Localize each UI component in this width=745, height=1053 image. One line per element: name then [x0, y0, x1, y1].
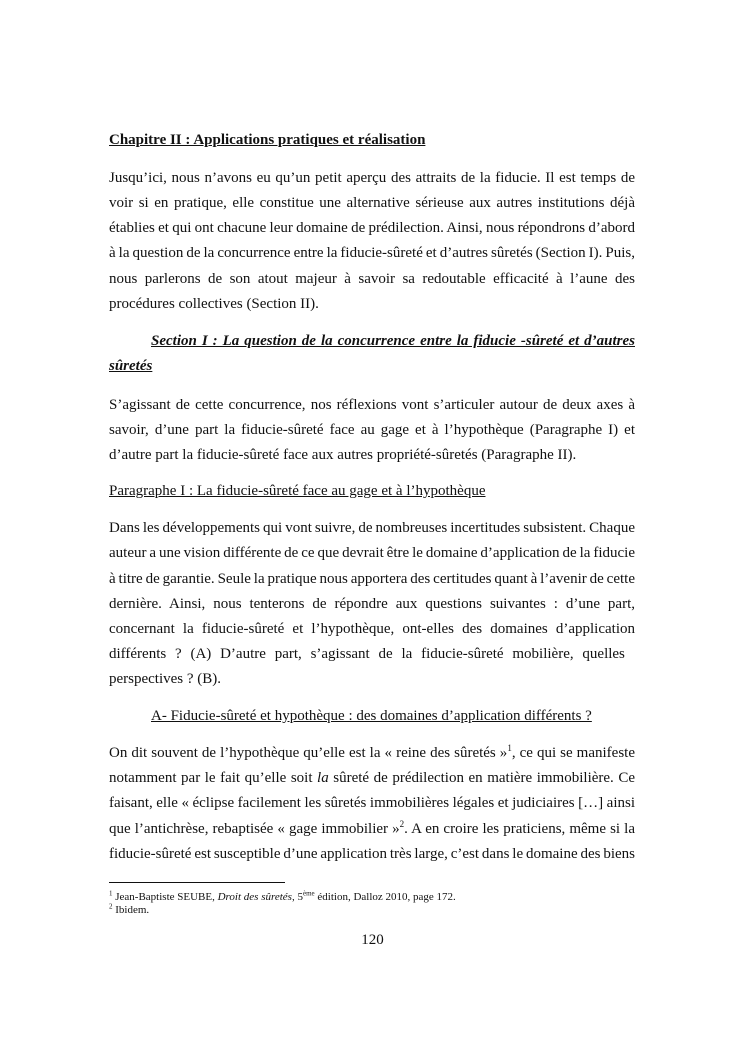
text-run: édition, Dalloz 2010, page 172. — [314, 891, 456, 903]
line-text — [109, 645, 625, 663]
text-run: On dit souvent de l’hypothèque qu’elle est la « reine des sûretés » — [109, 745, 508, 761]
paragraph-line — [109, 270, 635, 288]
footnote — [109, 904, 149, 917]
line-text — [109, 845, 635, 863]
line-text — [109, 357, 152, 375]
line-text — [109, 482, 485, 500]
footnote-reference: ème — [302, 889, 315, 898]
page-number: 120 — [361, 932, 384, 948]
line-text — [109, 295, 319, 313]
paragraph-line — [109, 670, 635, 688]
line-text — [109, 519, 635, 537]
text-run: Droit des sûretés, — [217, 891, 295, 903]
line-text — [109, 820, 635, 838]
text-run: Jusqu’ici, nous n’avons eu qu’un petit aperçu des attraits de la fiducie. Il est temps de — [109, 170, 635, 186]
paragraph-line — [109, 620, 635, 638]
line-text — [109, 544, 635, 562]
paragraph-line — [109, 421, 635, 439]
line-text — [109, 769, 635, 787]
line-text — [109, 670, 221, 688]
paragraph-line — [109, 396, 635, 414]
line-text — [109, 244, 635, 262]
paragraph-line — [109, 244, 635, 262]
text-run: établies et qui ont chacune leur domaine de prédilection. Ainsi, nous répondrons d’abord — [109, 220, 635, 236]
line-text — [109, 270, 635, 288]
line-text — [109, 744, 635, 762]
text-run: perspectives ? (B). — [109, 671, 222, 687]
text-run: Ibidem. — [112, 904, 150, 916]
text-run: S’agissant de cette concurrence, nos réflexions vont s’articuler autour de deux axes à — [109, 397, 635, 413]
text-run: fiducie-sûreté est susceptible d’une application très large, c’est dans le domaine des biens — [109, 846, 635, 862]
subsection-heading-line — [151, 707, 635, 725]
text-run: Paragraphe I : La fiducie-sûreté face au gage et à l’hypothèque — [109, 483, 486, 499]
line-text — [109, 169, 635, 187]
text-run: voir si en pratique, elle constitue une alternative sérieuse aux autres institutions déjà — [109, 195, 635, 211]
paragraph-line — [109, 295, 635, 313]
text-run: sûretés — [109, 358, 153, 374]
text-run: que l’antichrèse, rebaptisée « gage immobilier » — [109, 821, 400, 837]
text-run: A- Fiducie-sûreté et hypothèque : des domaines d’application différents ? — [151, 708, 592, 724]
paragraph-line — [109, 595, 635, 613]
paragraph-line — [109, 645, 635, 663]
line-text — [109, 219, 635, 237]
section-heading-line — [109, 357, 635, 375]
chapter-heading-line — [109, 131, 635, 149]
paragraph-line — [109, 570, 635, 588]
line-text — [109, 794, 635, 812]
text-run: Chapitre II : Applications pratiques et réalisation — [109, 132, 426, 148]
text-run: Dans les développements qui vont suivre, de nombreuses incertitudes subsistent. Chaque — [109, 520, 635, 536]
text-run: la — [317, 770, 329, 786]
text-run: d’autre part la fiducie-sûreté face aux autres propriété-sûretés (Paragraphe II). — [109, 447, 577, 463]
line-text — [151, 332, 635, 350]
line-text — [109, 421, 635, 439]
paragraph-line — [109, 519, 635, 537]
line-text — [109, 131, 425, 149]
paragraph-line — [109, 744, 635, 762]
line-text — [109, 620, 635, 638]
section-heading-line — [151, 332, 635, 350]
text-run: auteur a une vision différente de ce que devrait être le domaine d’application de la fiducie — [109, 545, 635, 561]
text-run: concernant la fiducie-sûreté et l’hypothèque, ont-elles des domaines d’application — [109, 621, 635, 637]
line-text — [109, 570, 635, 588]
text-run: nous parlerons de son atout majeur à savoir sa redoutable efficacité à l’aune des — [109, 271, 635, 287]
footnote-reference: 2 — [109, 902, 113, 911]
text-run: procédures collectives (Section II). — [109, 296, 319, 312]
line-text — [109, 595, 635, 613]
paragraph-line — [109, 219, 635, 237]
paragraph-line — [109, 446, 635, 464]
text-run: savoir, d’une part la fiducie-sûreté face au gage et à l’hypothèque (Paragraphe I) et — [109, 422, 635, 438]
line-text — [109, 194, 635, 212]
footnote — [109, 891, 456, 904]
paragraph-line — [109, 820, 635, 838]
paragraph-line — [109, 544, 635, 562]
text-run: faisant, elle « éclipse facilement les sûretés immobilières légales et judiciaires […] ainsi — [109, 795, 635, 811]
paragraph-heading-line — [109, 482, 635, 500]
footnote-reference: 1 — [109, 889, 113, 898]
text-run: dernière. Ainsi, nous tenterons de répondre aux questions suivantes : d’une part, — [109, 596, 635, 612]
line-text — [109, 396, 635, 414]
footnote-separator — [109, 882, 285, 883]
text-run: sûreté de prédilection en matière immobilière. Ce — [328, 770, 635, 786]
footnote-reference: 2 — [399, 819, 405, 829]
paragraph-line — [109, 169, 635, 187]
text-run: , ce qui se manifeste — [511, 745, 635, 761]
text-run: à la question de la concurrence entre la fiducie-sûreté et d’autres sûretés (Section I). Puis, — [109, 245, 635, 261]
text-run: Jean-Baptiste SEUBE, — [112, 891, 218, 903]
line-text — [109, 446, 576, 464]
paragraph-line — [109, 794, 635, 812]
text-run: 5 — [294, 891, 303, 903]
line-text — [151, 707, 592, 725]
paragraph-line — [109, 194, 635, 212]
paragraph-line — [109, 769, 635, 787]
paragraph-line — [109, 845, 635, 863]
footnote-reference: 1 — [507, 743, 512, 753]
text-run: . A en croire les praticiens, même si la — [404, 821, 635, 837]
text-run: différents ? (A) D’autre part, s’agissant de la fiducie-sûreté mobilière, quelles — [109, 646, 625, 662]
text-run: notamment par le fait qu’elle soit — [109, 770, 318, 786]
text-run: à titre de garantie. Seule la pratique nous apportera des certitudes quant à l’avenir de cette — [109, 571, 635, 587]
text-run: Section I : La question de la concurrence entre la fiducie -sûreté et d’autres — [151, 333, 635, 349]
